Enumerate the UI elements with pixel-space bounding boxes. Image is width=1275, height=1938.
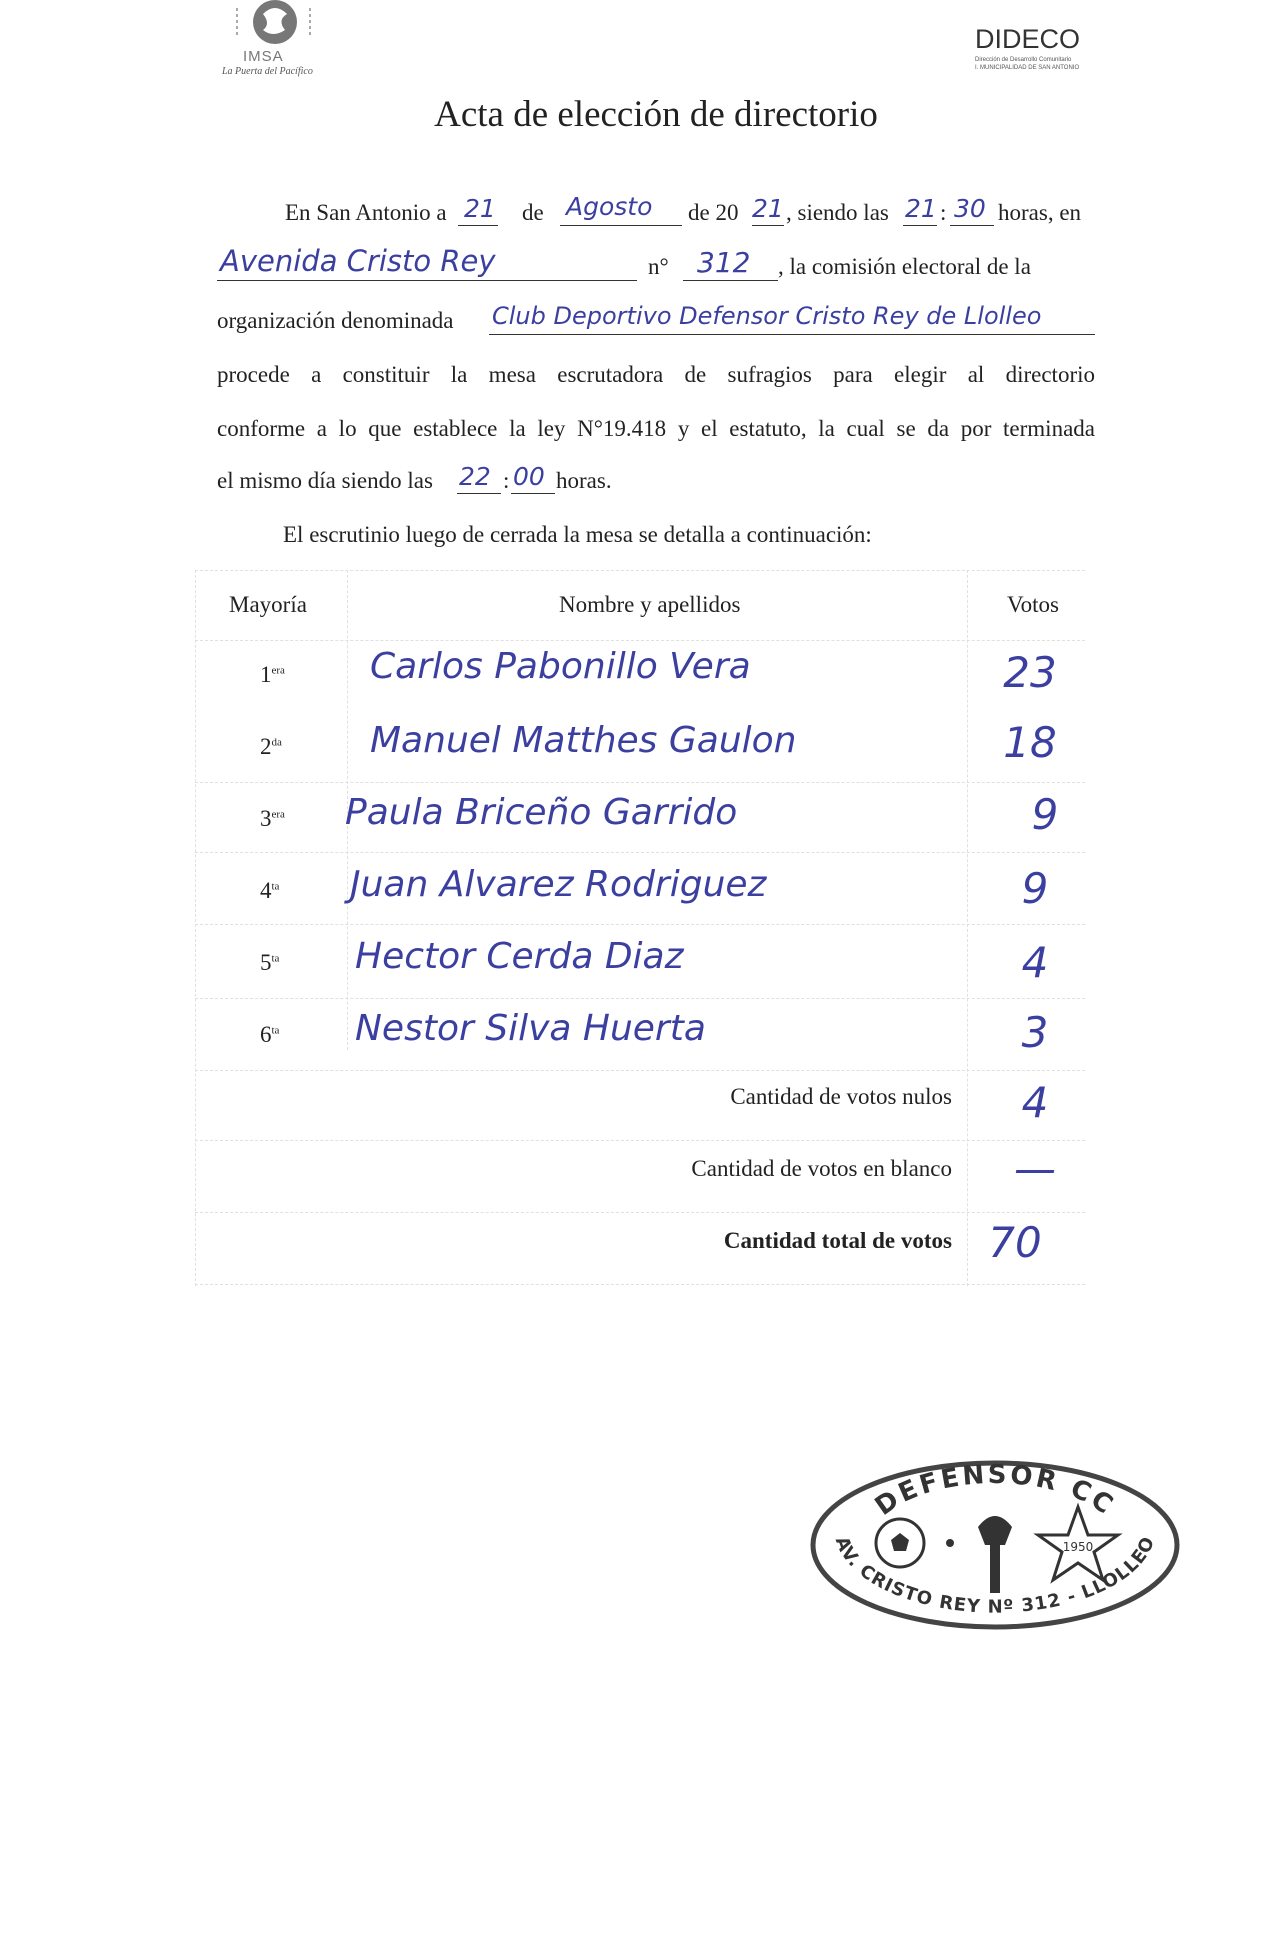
rank-number: 4: [260, 878, 272, 903]
rank-suffix: era: [271, 664, 285, 677]
table-row-line: [195, 1140, 1085, 1141]
votes-3: 9: [1031, 790, 1059, 839]
paragraph-line-5: conforme a lo que establece la ley N°19.418 y el estatuto, la cual se da por terminada: [217, 416, 1095, 441]
text-colon-2: :: [503, 468, 510, 493]
candidate-name-5: Hector Cerda Diaz: [355, 936, 684, 977]
dideco-logo-sub1: Dirección de Desarrollo Comunitario: [975, 57, 1072, 63]
header-mayoria: Mayoría: [229, 592, 307, 617]
text-de-20: de 20: [688, 200, 739, 225]
organization-value: Club Deportivo Defensor Cristo Rey de Llolleo: [492, 302, 1042, 330]
number-blank: [683, 280, 778, 281]
text-comision-electoral: , la comisión electoral de la: [778, 254, 1031, 279]
end-hour-value: 22: [459, 462, 491, 491]
table-row-line: [195, 1212, 1085, 1213]
stamp-top-text: DEFENSOR CC: [869, 1459, 1121, 1522]
table-divider-votes: [967, 570, 968, 1286]
total-votes-label: Cantidad total de votos: [723, 1228, 952, 1253]
text-colon-1: :: [940, 200, 947, 225]
results-intro: El escrutinio luego de cerrada la mesa se detalla a continuación:: [283, 522, 872, 547]
rank-suffix: da: [271, 736, 282, 749]
candidate-name-2: Manuel Matthes Gaulon: [370, 720, 797, 761]
rank-suffix: ta: [271, 880, 280, 893]
month-value: Agosto: [566, 192, 653, 221]
day-value: 21: [464, 194, 496, 223]
rank-2: [260, 734, 282, 760]
stamp-bottom-text: AV. CRISTO REY Nº 312 - LLOLLEO: [830, 1533, 1160, 1618]
end-min-blank: [511, 493, 555, 494]
address-blank: [217, 280, 637, 281]
rank-5: [260, 950, 279, 976]
rank-suffix: ta: [271, 1024, 280, 1037]
null-votes-value: 4: [1021, 1078, 1049, 1127]
table-row-line: [195, 924, 1085, 925]
rank-number: 3: [260, 806, 272, 831]
year-blank: [752, 225, 784, 226]
rank-4: [260, 878, 279, 904]
votes-2: 18: [1003, 718, 1057, 767]
rank-1: [260, 662, 285, 688]
paragraph-line-4: procede a constituir la mesa escrutadora de sufragios para elegir al directorio: [217, 362, 1095, 387]
text-mismo-dia: el mismo día siendo las: [217, 468, 433, 493]
text-numero: n°: [648, 254, 669, 279]
dideco-logo: DIDECO: [975, 24, 1081, 54]
text-organizacion-denominada: organización denominada: [217, 308, 454, 333]
imsa-logo-tagline: La Puerta del Pacífico: [222, 66, 313, 77]
start-min-blank: [950, 225, 994, 226]
rank-number: 6: [260, 1022, 272, 1047]
number-value: 312: [697, 246, 751, 279]
header-nombre: Nombre y apellidos: [559, 592, 741, 617]
page-title: Acta de elección de directorio: [434, 94, 878, 135]
table-row-line: [195, 998, 1085, 999]
text-siendo-las: , siendo las: [786, 200, 889, 225]
votes-4: 9: [1021, 864, 1049, 913]
table-border-left: [195, 570, 196, 1286]
start-min-value: 30: [954, 194, 986, 223]
votes-1: 23: [1003, 648, 1057, 697]
header-votos: Votos: [1007, 592, 1059, 617]
rank-number: 1: [260, 662, 272, 687]
text-en-san-antonio: En San Antonio a: [285, 200, 447, 225]
dideco-logo-sub2: I. MUNICIPALIDAD DE SAN ANTONIO: [975, 65, 1080, 71]
candidate-name-4: Juan Alvarez Rodriguez: [350, 864, 767, 905]
total-votes-value: 70: [988, 1218, 1042, 1267]
rank-suffix: era: [271, 808, 285, 821]
text-horas-en: horas, en: [998, 200, 1082, 225]
table-row-line: [195, 782, 1085, 783]
results-table: [195, 570, 1085, 1286]
blank-votes-label: Cantidad de votos en blanco: [691, 1156, 952, 1181]
null-votes-label: Cantidad de votos nulos: [730, 1084, 952, 1109]
table-row-line: [195, 852, 1085, 853]
year-value: 21: [752, 194, 784, 223]
organization-stamp: [800, 1455, 1190, 1635]
candidate-name-6: Nestor Silva Huerta: [355, 1008, 706, 1049]
rank-number: 5: [260, 950, 272, 975]
text-de: de: [522, 200, 544, 225]
end-min-value: 00: [513, 462, 545, 491]
start-hour-blank: [903, 225, 937, 226]
table-row-line: [195, 1070, 1085, 1071]
blank-votes-value: —: [1014, 1144, 1056, 1193]
rank-6: [260, 1022, 279, 1048]
address-value: Avenida Cristo Rey: [220, 244, 496, 278]
table-border-top: [195, 570, 1085, 571]
day-blank: [458, 225, 498, 226]
soccer-ball-icon: [876, 1519, 924, 1567]
rank-suffix: ta: [271, 952, 280, 965]
torch-icon: [978, 1516, 1012, 1593]
imsa-logo-name: IMSA: [243, 48, 284, 65]
candidate-name-1: Carlos Pabonillo Vera: [370, 646, 751, 687]
table-border-bottom: [195, 1284, 1085, 1285]
start-hour-value: 21: [905, 194, 937, 223]
table-header-line: [195, 640, 1085, 641]
rank-number: 2: [260, 734, 272, 759]
text-horas: horas.: [556, 468, 612, 493]
rank-3: [260, 806, 285, 832]
votes-5: 4: [1021, 938, 1049, 987]
candidate-name-3: Paula Briceño Garrido: [345, 792, 738, 833]
stamp-dot: [946, 1539, 954, 1547]
organization-blank: [489, 334, 1095, 335]
end-hour-blank: [457, 493, 501, 494]
month-blank: [560, 225, 682, 226]
votes-6: 3: [1021, 1008, 1049, 1057]
stamp-year: 1950: [1062, 1540, 1094, 1554]
